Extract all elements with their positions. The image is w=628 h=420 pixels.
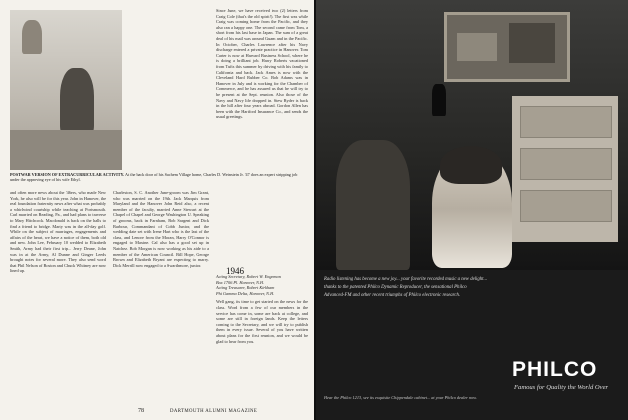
- cabinet-panel: [520, 190, 612, 222]
- brand-logo: PHILCO: [512, 358, 598, 381]
- radio-cabinet: [512, 96, 618, 242]
- wall-painting: [444, 12, 570, 82]
- photo-figure: [60, 68, 94, 138]
- article-column-1: and often more news about the '46ers, who made New York, he also will be for this year. John in Hanover, the real foundation fraternity news after what was probably a whirlwind courtship while teaching at Portsmouth. Carl married on Reading, Pa., and had plans to traverse to Mary Hitchcock. Macdonald is back on the halls to find a friend to bridge. Marty was in the all-day golf. While on the subject of marriages, engagements and affairs of the heart, we have a notice of them, both old and new. John Lee, February 10 wedded to Elizabeth Smith, Army had their first trip... Jerry Deane, John was in at the Army, Al Dunne and Ginger Leeds brought notes for several more. They also send word that Phil Nelson of Boston and Chuck Whitney are now lined up.: [10, 190, 106, 274]
- painting-shape: [509, 23, 555, 63]
- page-number: 78: [138, 408, 144, 414]
- page-footer: [0, 406, 314, 418]
- class-notes-body: Well gang, its time to get started on the news for the class. Word from a few of our members in the service has come in, some are back at college, and some are still in foreign lands. Keep the letters coming to the Secretary, and we will try to publish them in every issue. Several of you have written about plans for the first reunion, and we would be glad to hear from you.: [216, 299, 308, 344]
- caption-text: At the back door of his Sachem Village home, Charles D. Weinstein Jr. '47 does an expert stripping job under the approving eye of his wife Ethyl.: [10, 172, 298, 183]
- cabinet-panel: [520, 106, 612, 138]
- painting-shape: [457, 33, 497, 61]
- magazine-title: DARTMOUTH ALUMNI MAGAZINE: [170, 409, 258, 414]
- class-officers: Acting Secretary, Robert W. Engeman Box 1706 Pl. Hanover, N.H. Acting Treasurer, Robert Kirkham Phi Gamma Delta, Hanover, N.H.: [216, 274, 281, 296]
- article-column-2: Charleston, S. C. Another June-groom was Jim Grant, who was married on the 19th. Jack Marquis from Maryland and the Hanover John Reid also, a recent member of the faculty, married Anne Stewart at the Chapel of Chapel and George Washington U. Speaking of grooms, back in Farnham, Bob Sargent and Dick Barbour, Commandant of Cobb Junior, and the wedding date set with Irene Hart who is the last of the class, and Lenore from the Moran, Harry O'Connor is engaged to Maxine. Cal also has a good set up in Natchez. Bob Morgan is now working as his aide to a member of the American Council. Bill Hope, George Brown and Elizabeth Bryant are expecting to marry. Dick Merrill now engaged to a Swarthmore, junior.: [113, 190, 209, 268]
- woman-listening: [432, 150, 512, 268]
- photo-caption: [10, 172, 302, 182]
- woman-hair: [440, 146, 502, 184]
- cabinet-panel: [520, 148, 612, 180]
- article-column-3: Since June, we have received two (2) letters from Craig Cole (that's the old spirit!). The first was while Craig was coming home from the Pacific, and they also ran a happy one. The second came from Tom, a short from his last base in Japan. The sum of a great deal of his mail was around Guam and in the Pacific. In October, Charles Lawrence after his Navy discharge entered a private practice in Hanover. Tom Carter is now at Harvard Business School, where he is doing a brilliant job. Harry Roberts vacationed from Tufts this summer by driving with his family to California and back. Jack Ames is now with the Cleveland Hard Rubber Co. Bob Adams was in Hanover in July and is working for the Chamber of Commerce, and he has assured us that he will try to be present at the Sept. reunion. Also those of the Navy and Navy life dropped in. Stew Ryder is back in the hill after four years abroad. Gordon Allen has been with the Hartford Insurance Co., and sends the usual greetings.: [216, 8, 308, 120]
- armchair: [336, 140, 410, 270]
- photo-desk: [10, 130, 122, 170]
- ad-body-text: Radio listening has become a new joy... your favorite recorded music a new delight... thanks to the patented Philco Dynamic Reproducer, the sensational Philco Advanced-FM and other recent triumphs of Philco electronic research.: [324, 277, 488, 299]
- ad-photo: [316, 0, 628, 270]
- right-page-advertisement: [316, 0, 628, 420]
- article-photo: [10, 10, 122, 170]
- caption-heading: POSTWAR VERSION OF EXTRACURRICULAR ACTIVITY.: [10, 172, 125, 177]
- class-heading: 1946: [226, 266, 244, 276]
- vase: [432, 84, 446, 116]
- photo-lamp: [22, 20, 42, 54]
- ad-note: Hear the Philco 1213, see its exquisite Chippendale cabinet... at your Philco dealer now.: [324, 395, 477, 400]
- article-column-3b: [216, 274, 308, 344]
- brand-tagline: Famous for Quality the World Over: [514, 384, 609, 391]
